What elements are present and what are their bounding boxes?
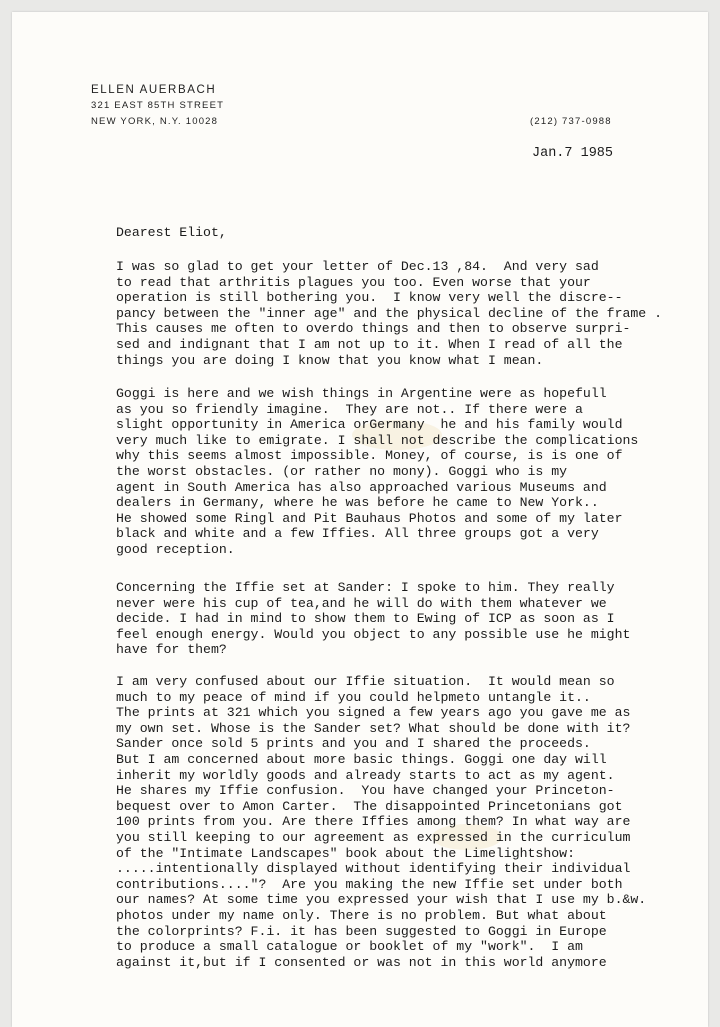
paragraph-1: I was so glad to get your letter of Dec.13 ,84. And very sad to read that arthritis plagues you too. Even worse that your operation is still bothering you. I know very well the discre-- pancy between the "inner age" and the physical decline of the frame . This causes me often to overdo things and then to observe surpri- sed and indignant that I am not up to it. When I read of all the things you are doing I know that you know what I mean. <box>116 259 663 368</box>
paragraph-3: Concerning the Iffie set at Sander: I spoke to him. They really never were his cup of tea,and he will do with them whatever we decide. I had in mind to show them to Ewing of ICP as soon as I feel enough energy. Would you object to any possible use he might have for them? <box>116 580 631 658</box>
sender-phone: (212) 737-0988 <box>530 116 612 127</box>
sender-street: 321 EAST 85TH STREET <box>91 100 225 111</box>
sender-name: ELLEN AUERBACH <box>91 84 217 96</box>
paragraph-4: I am very confused about our Iffie situation. It would mean so much to my peace of mind if you could helpmeto untangle it.. The prints at 321 which you signed a few years ago you gave me as my own set. Whose is the Sander set? What should be done with it? Sander once sold 5 prints and you and I shared the proceeds. But I am concerned about more basic things. Goggi one day will inherit my worldly goods and already starts to act as my agent. He shares my Iffie confusion. You have changed your Princeton- bequest over to Amon Carter. The disappointed Princetonians got 100 prints from you. Are there Iffies among them? In what way are you still keeping to our agreement as expressed in the curriculum of the "Intimate Landscapes" book about the Limelightshow: .....intentionally displayed without identifying their individual contributions...."? Are you making the new Iffie set under both our names? At some time you expressed your wish that I use my b.&w. photos under my name only. There is no problem. But what about the colorprints? F.i. it has been suggested to Goggi in Europe to produce a small catalogue or booklet of my "work". I am against it,but if I consented or was not in this world anymore <box>116 674 647 970</box>
letterhead <box>91 82 224 130</box>
paragraph-2: Goggi is here and we wish things in Argentine were as hopefull as you so friendly imagine. They are not.. If there were a slight opportunity in America orGermany he and his family would very much like to emigrate. I shall not describe the complications why this seems almost impossible. Money, of course, is is one of the worst obstacles. (or rather no mony). Goggi who is my agent in South America has also approached various Museums and dealers in Germany, where he was before he came to New York.. He showed some Ringl and Pit Bauhaus Photos and some of my later black and white and a few Iffies. All three groups got a very good reception. <box>116 386 639 557</box>
salutation: Dearest Eliot, <box>116 225 227 240</box>
letter-date: Jan.7 1985 <box>532 146 614 161</box>
sender-city: NEW YORK, N.Y. 10028 <box>91 116 219 127</box>
